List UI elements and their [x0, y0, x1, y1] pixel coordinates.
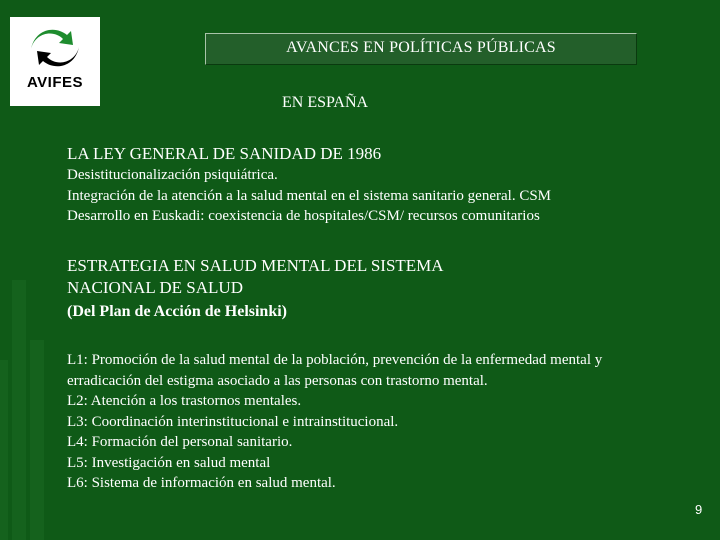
page-number: 9	[695, 502, 703, 517]
section2-heading-line1: ESTRATEGIA EN SALUD MENTAL DEL SISTEMA	[67, 256, 444, 275]
section2-line: L2: Atención a los trastornos mentales.	[67, 393, 302, 409]
section2-line: erradicación del estigma asociado a las personas con trastorno mental.	[67, 372, 488, 389]
avifes-logo	[10, 17, 100, 106]
section1-heading: LA LEY GENERAL DE SANIDAD DE 1986	[67, 144, 382, 163]
section1-line: Desarrollo en Euskadi: coexistencia de hospitales/CSM/ recursos comunitarios	[67, 208, 540, 224]
section1-body	[67, 165, 551, 227]
section2-line: L5: Investigación en salud mental	[67, 454, 271, 471]
background-decoration	[0, 270, 60, 540]
section1-line: Desistitucionalización psiquiátrica.	[67, 167, 278, 183]
logo-swoosh-icon	[27, 25, 83, 71]
section1-line: Integración de la atención a la salud mental en el sistema sanitario general. CSM	[67, 187, 551, 204]
section2-line: L6: Sistema de información en salud mental.	[67, 475, 336, 491]
section2-line: L1: Promoción de la salud mental de la población, prevención de la enfermedad mental y	[67, 352, 603, 368]
page-subtitle: EN ESPAÑA	[282, 94, 369, 111]
section2-line: L4: Formación del personal sanitario.	[67, 434, 293, 450]
section2-body	[67, 350, 717, 494]
section2-line: L3: Coordinación interinstitucional e intrainstitucional.	[67, 413, 399, 430]
page-title: AVANCES EN POLÍTICAS PÚBLICAS	[286, 39, 556, 56]
section2-heading-line3: (Del Plan de Acción de Helsinki)	[67, 303, 287, 320]
title-banner	[205, 33, 637, 65]
logo-text: AVIFES	[26, 74, 84, 91]
section2-heading-line2: NACIONAL DE SALUD	[67, 278, 243, 297]
